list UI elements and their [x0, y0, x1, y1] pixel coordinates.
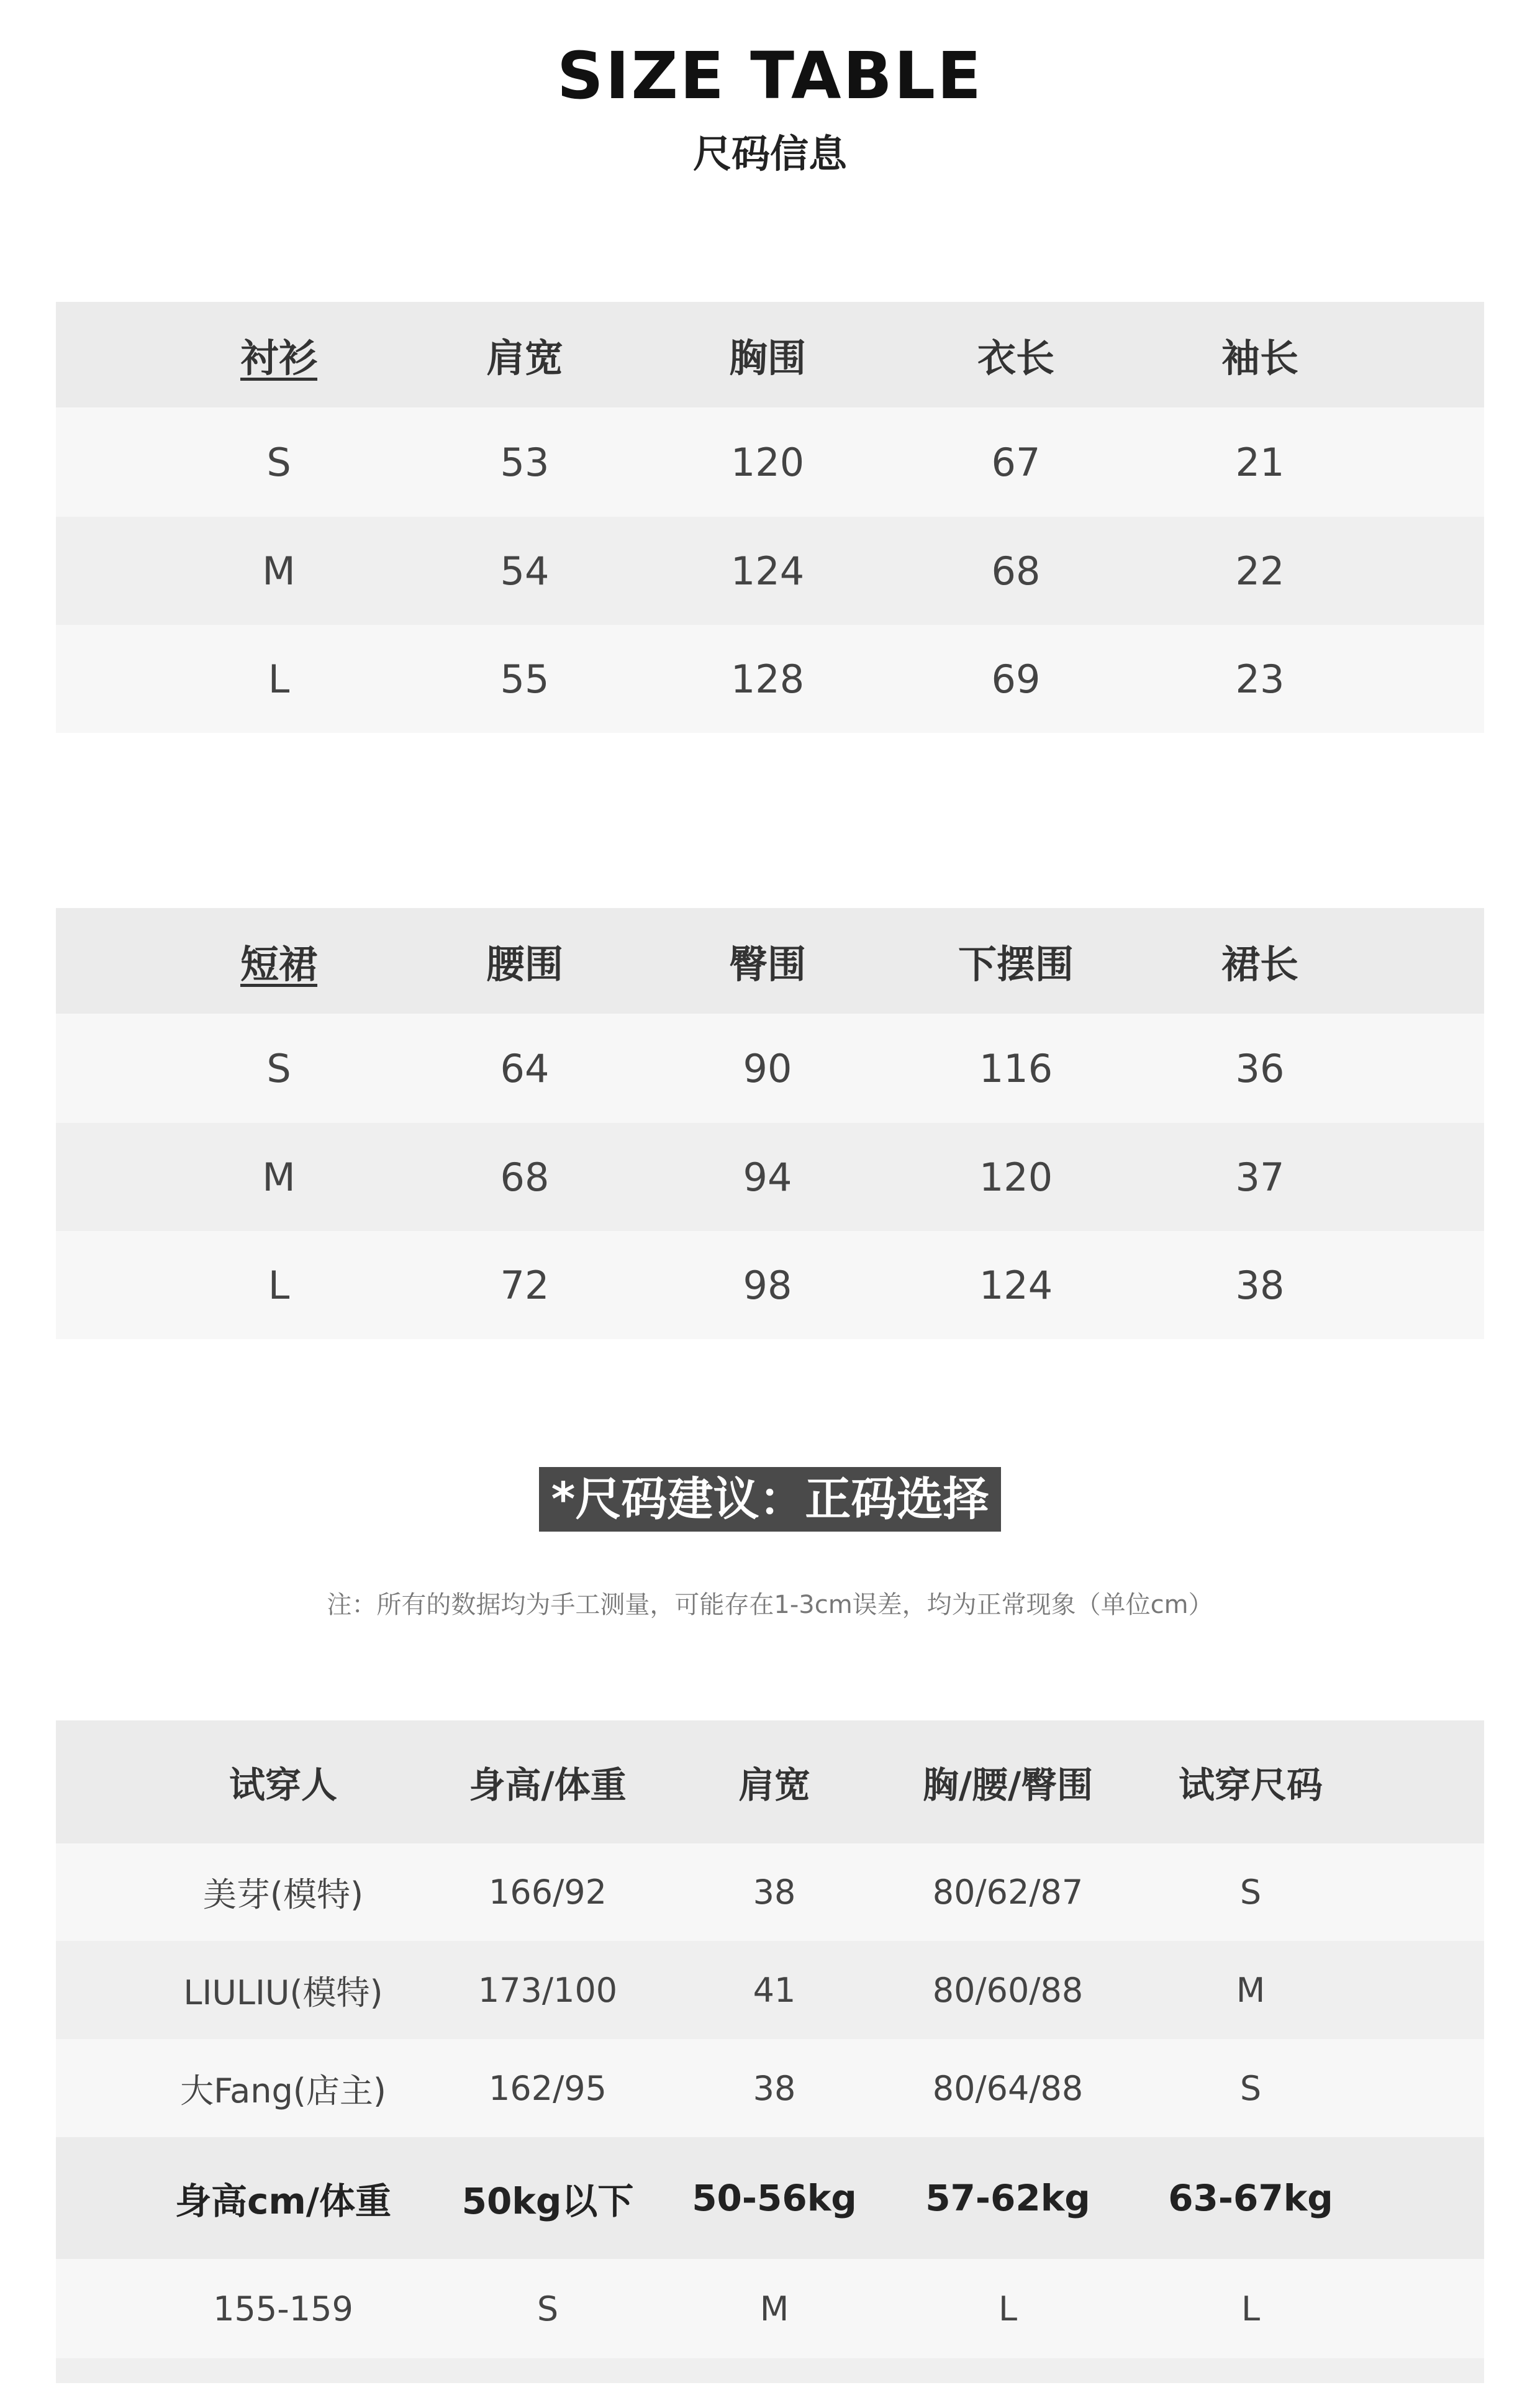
table-cell: 41	[753, 1970, 796, 2010]
table-cell: M	[262, 548, 296, 594]
table-cell: M	[1236, 1970, 1266, 2010]
header-cell: 肩宽	[738, 1764, 811, 1806]
table-cell: 120	[730, 439, 805, 485]
table-row	[56, 517, 1484, 625]
table-cell: S	[1239, 1873, 1262, 1912]
table-row	[56, 1231, 1484, 1339]
table-cell: 38	[753, 2068, 796, 2108]
table-cell: L	[998, 2289, 1018, 2328]
table-row-partial	[56, 2358, 1484, 2383]
table-cell: 80/60/88	[932, 1970, 1084, 2010]
table-cell: 69	[991, 656, 1041, 702]
table-cell: 23	[1235, 656, 1285, 702]
table-row	[56, 625, 1484, 733]
header-cell: 腰围	[486, 941, 564, 987]
header-cell: 胸/腰/臀围	[922, 1764, 1094, 1806]
table-cell: L	[268, 656, 290, 702]
table-cell: 116	[979, 1045, 1053, 1091]
table-cell: 128	[730, 656, 805, 702]
size-advice-label: *尺码建议：正码选择	[539, 1467, 1002, 1532]
table-cell: 80/62/87	[932, 1873, 1084, 1912]
table-row	[56, 1843, 1484, 1941]
table-header-row	[56, 1720, 1484, 1843]
table-header-row	[56, 908, 1484, 1014]
header-cell: 下摆围	[958, 941, 1074, 987]
table-cell: 120	[979, 1154, 1053, 1200]
table-cell: 72	[500, 1262, 550, 1308]
skirt-size-table	[56, 908, 1484, 1339]
table-row	[56, 2039, 1484, 2137]
size-advice-banner	[0, 1467, 1540, 1532]
table-cell: 124	[730, 548, 805, 594]
table-cell: 37	[1235, 1154, 1285, 1200]
header-cell: 衬衫	[240, 335, 318, 381]
table-cell: 美芽(模特)	[202, 1875, 364, 1914]
table-cell: 173/100	[478, 1970, 618, 2010]
table-cell: 53	[500, 439, 550, 485]
table-cell: 55	[500, 656, 550, 702]
table-cell: M	[759, 2289, 789, 2328]
table-cell: 38	[753, 1873, 796, 1912]
table-cell: 124	[979, 1262, 1053, 1308]
header-cell: 50kg以下	[461, 2180, 634, 2222]
table-row	[56, 407, 1484, 517]
table-cell: S	[266, 439, 291, 485]
table-cell: 38	[1235, 1262, 1285, 1308]
header-cell: 57-62kg	[925, 2177, 1090, 2219]
header-cell: 袖长	[1221, 335, 1299, 381]
table-cell: 64	[500, 1045, 550, 1091]
table-cell: LIULIU(模特)	[183, 1973, 383, 2012]
size-guide-header-row	[56, 2137, 1484, 2259]
table-cell: 90	[743, 1045, 792, 1091]
table-cell: S	[266, 1045, 291, 1091]
header-cell: 63-67kg	[1168, 2177, 1333, 2219]
table-cell: S	[1239, 2068, 1262, 2108]
table-cell: 80/64/88	[932, 2068, 1084, 2108]
table-cell: 67	[991, 439, 1041, 485]
header-cell: 裙长	[1221, 941, 1299, 987]
table-cell: 94	[743, 1154, 792, 1200]
table-cell: 98	[743, 1262, 792, 1308]
header-cell: 胸围	[728, 335, 807, 381]
table-cell: 166/92	[489, 1873, 607, 1912]
fitting-table	[56, 1720, 1484, 2383]
table-cell: L	[1241, 2289, 1261, 2328]
table-row	[56, 1123, 1484, 1231]
header-cell: 50-56kg	[692, 2177, 857, 2219]
table-row	[56, 2259, 1484, 2358]
table-cell: 155-159	[213, 2289, 353, 2328]
header-cell: 试穿人	[229, 1764, 338, 1806]
header-cell: 臀围	[728, 941, 807, 987]
table-cell: M	[262, 1154, 296, 1200]
table-cell: 68	[991, 548, 1041, 594]
table-row	[56, 1941, 1484, 2039]
table-header-row	[56, 302, 1484, 407]
table-cell: 大Fang(店主)	[180, 2071, 386, 2110]
table-cell: S	[537, 2289, 559, 2328]
header-cell: 短裙	[240, 941, 318, 987]
header-cell: 试穿尺码	[1178, 1764, 1323, 1806]
shirt-size-table	[56, 302, 1484, 733]
measurement-note: 注：所有的数据均为手工测量，可能存在1-3cm误差，均为正常现象（单位cm）	[327, 1591, 1213, 1619]
table-cell: 162/95	[489, 2068, 607, 2108]
page-subtitle: 尺码信息	[692, 131, 847, 176]
header-cell: 身高cm/体重	[174, 2180, 392, 2222]
table-cell: 36	[1235, 1045, 1285, 1091]
header-cell: 衣长	[977, 335, 1055, 381]
table-cell: L	[268, 1262, 290, 1308]
page-title: SIZE TABLE	[556, 38, 984, 114]
header-cell: 身高/体重	[469, 1764, 627, 1806]
table-cell: 68	[500, 1154, 550, 1200]
table-row	[56, 1014, 1484, 1123]
header-cell: 肩宽	[486, 335, 564, 381]
table-cell: 21	[1235, 439, 1285, 485]
table-cell: 54	[500, 548, 550, 594]
table-cell: 22	[1235, 548, 1285, 594]
